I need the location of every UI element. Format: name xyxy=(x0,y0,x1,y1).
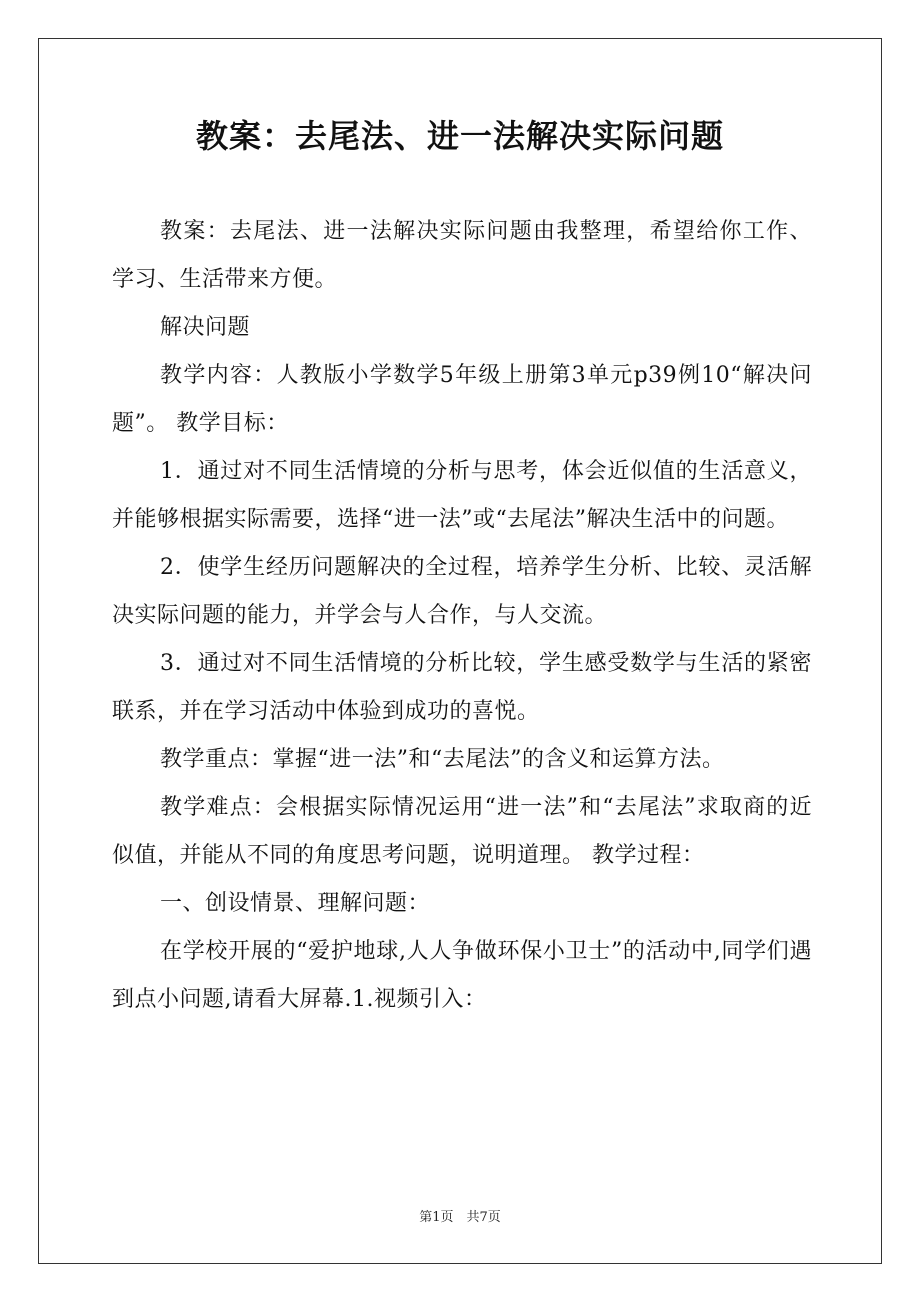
paragraph-teaching-content: 教学内容：人教版小学数学5年级上册第3单元p39例10“解决问题”。 教学目标： xyxy=(112,363,812,436)
paragraph-step-1: 一、创设情景、理解问题： xyxy=(160,891,431,916)
paragraph-goal-3: 3．通过对不同生活情境的分析比较，学生感受数学与生活的紧密联系，并在学习活动中体验到成功的喜悦。 xyxy=(112,651,812,724)
paragraph-key-point: 教学重点：掌握“进一法”和“去尾法”的含义和运算方法。 xyxy=(160,747,725,772)
document-body xyxy=(112,208,812,1024)
document-title: 教案：去尾法、进一法解决实际问题 xyxy=(195,117,724,155)
page-footer: 第1页 共7页 xyxy=(419,1210,501,1225)
paragraph-intro: 教案：去尾法、进一法解决实际问题由我整理，希望给你工作、学习、生活带来方便。 xyxy=(112,219,812,292)
paragraph-difficulty: 教学难点：会根据实际情况运用“进一法”和“去尾法”求取商的近似值，并能从不同的角度思考问题，说明道理。 教学过程： xyxy=(112,795,812,868)
paragraph-scenario: 在学校开展的“爱护地球,人人争做环保小卫士”的活动中,同学们遇到点小问题,请看大屏幕.1.视频引入： xyxy=(112,939,812,1012)
paragraph-goal-2: 2．使学生经历问题解决的全过程，培养学生分析、比较、灵活解决实际问题的能力，并学会与人合作，与人交流。 xyxy=(112,555,812,628)
paragraph-section-heading: 解决问题 xyxy=(160,315,251,340)
paragraph-goal-1: 1．通过对不同生活情境的分析与思考，体会近似值的生活意义，并能够根据实际需要，选择“进一法”或“去尾法”解决生活中的问题。 xyxy=(112,459,812,532)
